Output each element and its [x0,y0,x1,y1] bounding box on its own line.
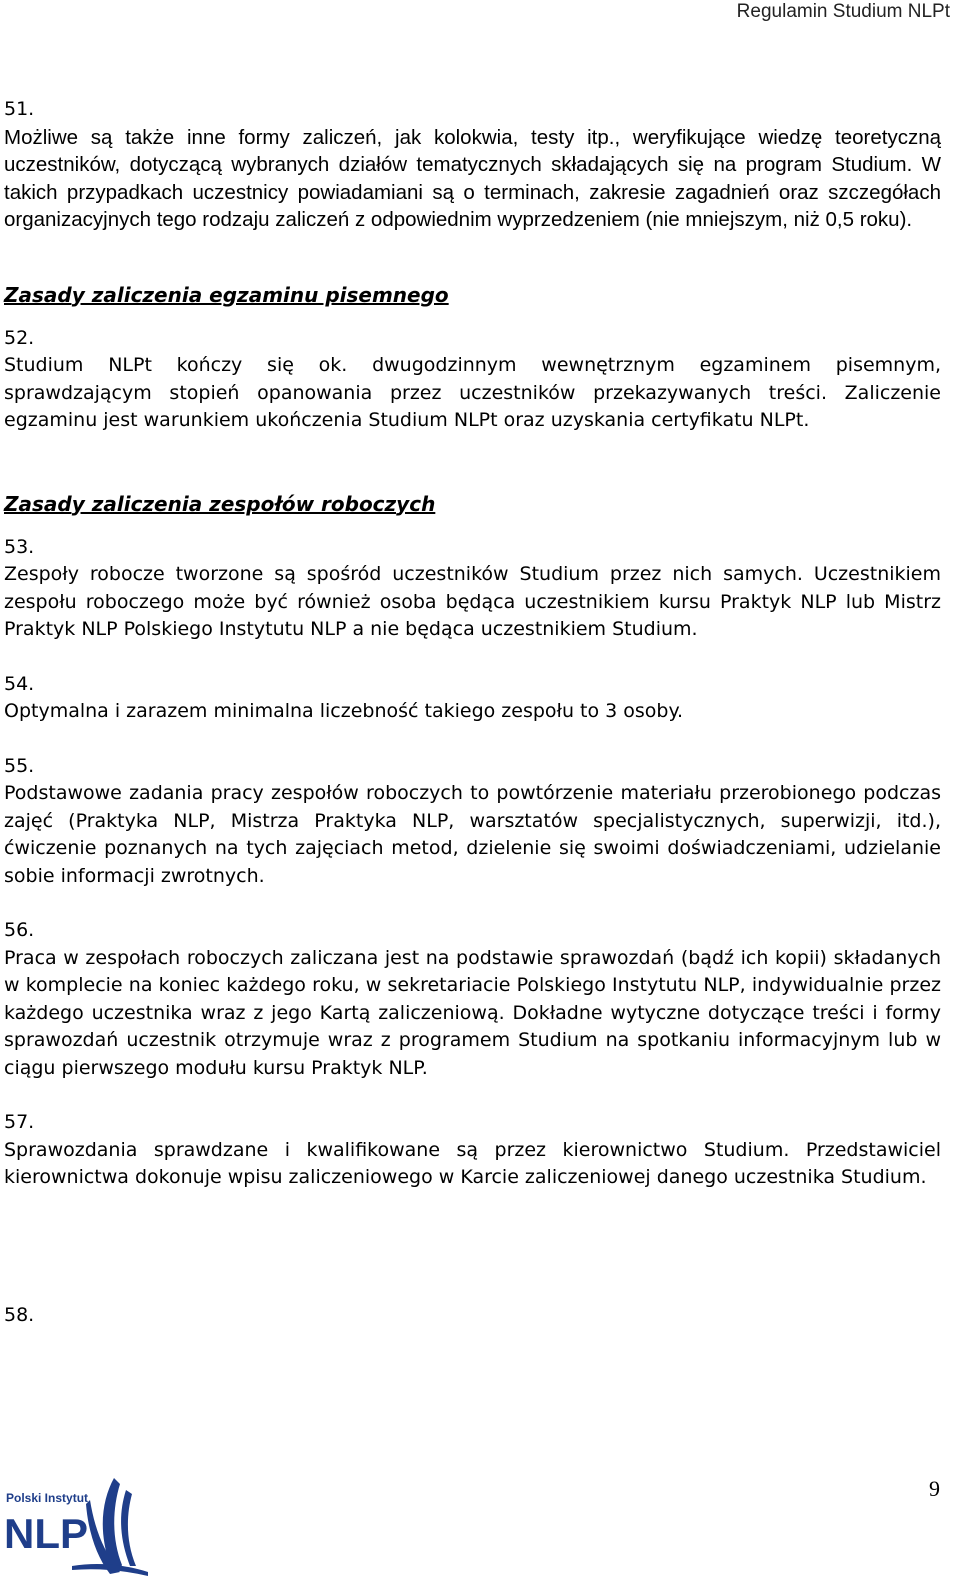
section-paragraph: Podstawowe zadania pracy zespołów roboczych to powtórzenie materiału przerobionego podczas zajęć (Praktyka NLP, Mistrza Praktyka NLP, warsztatów specjalistycznych, superwizji, itd.), ćwiczenie poznanych na tych zajęciach metod, dzielenie się swoimi doświadczeniami, udzielanie sobie informacji zwrotnych. [4,782,941,887]
section-heading: Zasady zaliczenia zespołów roboczych [4,491,436,516]
section-paragraph: Zespoły robocze tworzone są spośród uczestników Studium przez nich samych. Uczestnikiem zespołu roboczego może być również osoba będąca uczestnikiem kursu Praktyk NLP lub Mistrz Praktyk NLP Polskiego Instytutu NLP a nie będąca uczestnikiem Studium. [4,563,941,640]
section-paragraph: Sprawozdania sprawdzane i kwalifikowane są przez kierownictwo Studium. Przedstawiciel kierownictwa dokonuje wpisu zaliczeniowego w Karcie zaliczeniowej danego uczestnika Studium. [4,1138,941,1188]
document-body [4,96,941,1329]
section-number: 52. [4,326,35,349]
logo-subtitle: Polski Instytut [6,1491,89,1505]
section-number: 53. [4,535,35,558]
section-number: 55. [4,754,35,777]
section-number: 58. [4,1303,35,1326]
lyre-logo-icon [2,1470,152,1580]
logo-title: NLP [4,1510,88,1557]
section-paragraph: Studium NLPt kończy się ok. dwugodzinnym wewnętrznym egzaminem pisemnym, sprawdzającym stopień opanowania przez uczestników przekazywanych treści. Zaliczenie egzaminu jest warunkiem ukończenia Studium NLPt oraz uzyskania certyfikatu NLPt. [4,354,941,431]
running-header: Regulamin Studium NLPt [736,1,950,22]
section-number: 51. [4,98,35,120]
section-number: 56. [4,919,35,941]
section-heading: Zasady zaliczenia egzaminu pisemnego [4,282,449,307]
page-number: 9 [929,1476,940,1501]
section-number: 54. [4,672,35,695]
polski-instytut-nlp-logo [2,1470,152,1580]
section-paragraph: Praca w zespołach roboczych zaliczana jest na podstawie sprawozdań (bądź ich kopii) składanych w komplecie na koniec każdego roku, w sekretariacie Polskiego Instytutu NLP, indywidualnie przez każdego uczestnika wraz z jego Kartą zaliczeniową. Dokładne wytyczne dotyczące treści i formy sprawozdań uczestnik otrzymuje wraz z programem Studium na spotkaniu informacyjnym lub w ciągu pierwszego modułu kursu Praktyk NLP. [4,946,941,1079]
section-paragraph: Optymalna i zarazem minimalna liczebność takiego zespołu to 3 osoby. [4,700,684,722]
section-paragraph: Możliwe są także inne formy zaliczeń, jak kolokwia, testy itp., weryfikujące wiedzę teoretyczną uczestników, dotyczącą wybranych działów tematycznych składających się na program Studium. W takich przypadkach uczestnicy powiadamiani są o terminach, zakresie zagadnień oraz szczegółach organizacyjnych tego rodzaju zaliczeń z odpowiednim wyprzedzeniem (nie mniejszym, niż 0,5 roku). [4,125,941,231]
section-number: 57. [4,1111,35,1133]
